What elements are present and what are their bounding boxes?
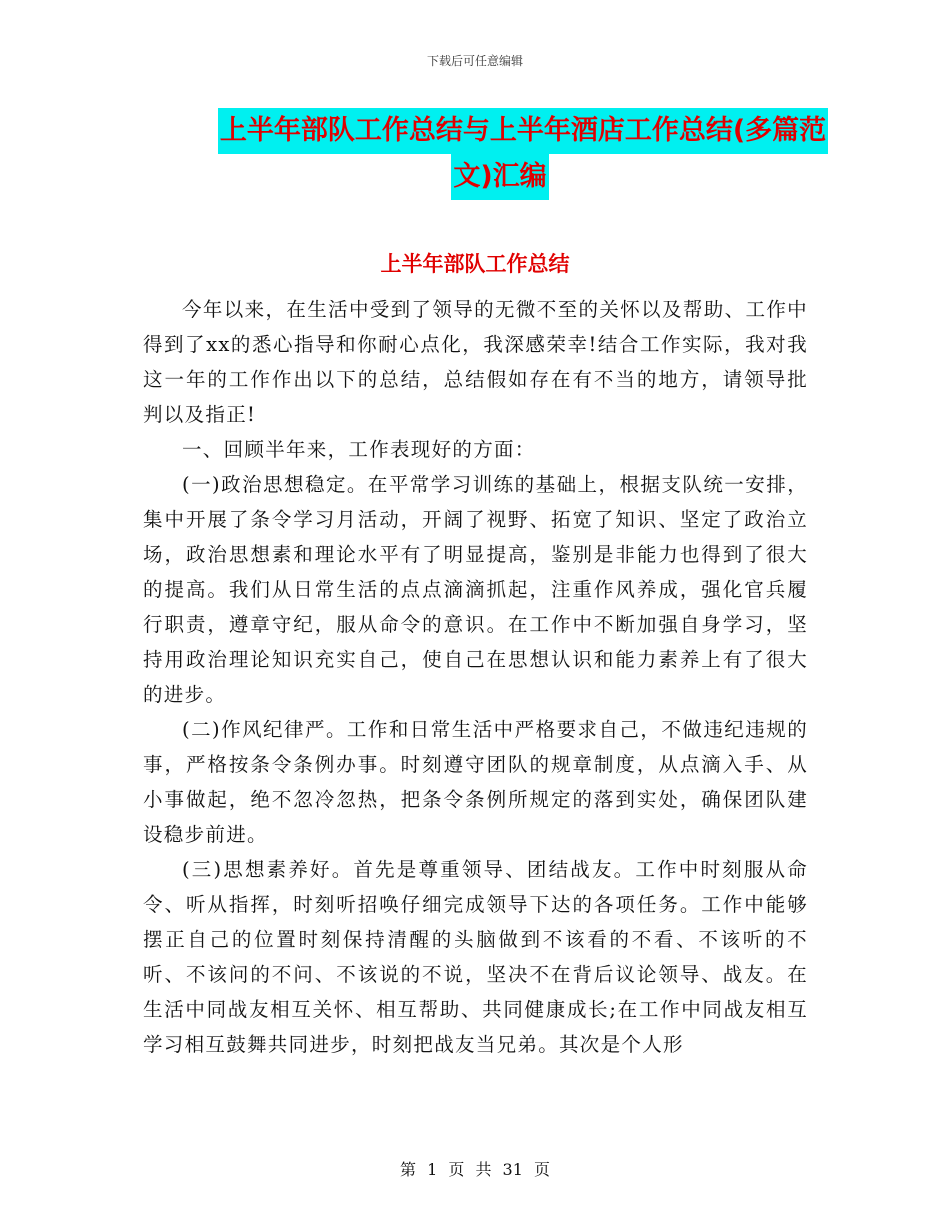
paragraph-ideology: (三)思想素养好。首先是尊重领导、团结战友。工作中时刻服从命令、听从指挥，时刻听招唤仔细完成领导下达的各项任务。工作中能够摆正自己的位置时刻保持清醒的头脑做到不该看的不看、不该听的不听、不该问的不问、不该说的不说，坚决不在背后议论领导、战友。在生活中同战友相互关怀、相互帮助、共同健康成长;在工作中同战友相互学习相互鼓舞共同进步，时刻把战友当兄弟。其次是个人形 <box>143 858 808 1056</box>
section-title: 上半年部队工作总结 <box>380 252 570 276</box>
document-body <box>143 292 808 1062</box>
page-footer: 第 1 页 共 31 页 <box>400 1160 550 1179</box>
document-title-line-2: 文)汇编 <box>451 154 548 200</box>
paragraph-discipline: (二)作风纪律严。工作和日常生活中严格要求自己，不做违纪违规的事，严格按条令条例办事。时刻遵守团队的规章制度，从点滴入手、从小事做起，绝不忽冷忽热，把条令条例所规定的落到实处，确保团队建设稳步前进。 <box>143 718 808 846</box>
paragraph-political: (一)政治思想稳定。在平常学习训练的基础上，根据支队统一安排，集中开展了条令学习月活动，开阔了视野、拓宽了知识、坚定了政治立场，政治思想素和理论水平有了明显提高，鉴别是非能力也得到了很大的提高。我们从日常生活的点点滴滴抓起，注重作风养成，强化官兵履行职责，遵章守纪，服从命令的意识。在工作中不断加强自身学习，坚持用政治理论知识充实自己，使自己在思想认识和能力素养上有了很大的进步。 <box>143 473 808 706</box>
header-note: 下载后可任意编辑 <box>426 54 523 68</box>
paragraph-intro: 今年以来，在生活中受到了领导的无微不至的关怀以及帮助、工作中得到了xx的悉心指导和你耐心点化，我深感荣幸!结合工作实际，我对我这一年的工作作出以下的总结，总结假如存在有不当的地方，请领导批判以及指正! <box>143 298 808 426</box>
document-title <box>150 108 850 200</box>
document-title-line-1: 上半年部队工作总结与上半年酒店工作总结(多篇范 <box>218 108 828 154</box>
paragraph-heading-review: 一、回顾半年来，工作表现好的方面： <box>182 438 536 461</box>
